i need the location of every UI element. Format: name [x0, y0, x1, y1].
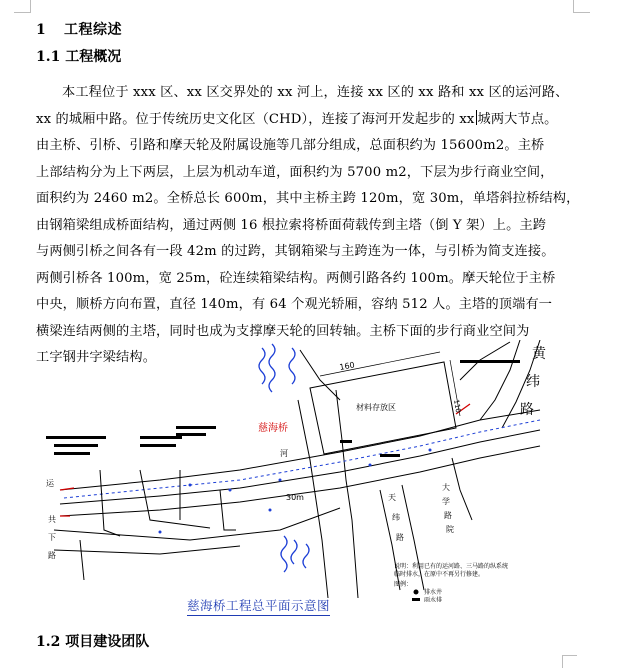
- bottom-road-char: 天: [388, 493, 396, 502]
- left-vertical-char: 下: [48, 533, 56, 542]
- paragraph-line-text: 城两大节点。: [477, 111, 558, 127]
- overview-paragraph: [36, 80, 581, 372]
- heading-1-title: 工程综述: [64, 22, 122, 38]
- paragraph-line: 上部结构分为上下两层，上层为机动车道，面积约为 5700 m2，下层为步行商业空间，: [36, 164, 554, 180]
- school-char: 大: [442, 483, 450, 492]
- river-waves-icon: [259, 344, 309, 572]
- school-char: 路: [444, 511, 452, 520]
- page-margin-mark-right: [573, 0, 590, 13]
- length-label: 30m: [286, 493, 304, 502]
- site-plan-figure: [40, 340, 600, 602]
- paragraph-line: [36, 107, 581, 134]
- legend-rain-icon: [412, 598, 420, 601]
- left-vertical-char: 共: [48, 515, 56, 524]
- school-char: 院: [446, 525, 454, 534]
- legend-item: 雨水排: [424, 597, 443, 602]
- school-char: 学: [442, 497, 450, 506]
- heading-1-number: 1: [36, 22, 47, 38]
- drainage-markers: [159, 449, 432, 534]
- note-line-2: 临时排水，在原中不再另行修建。: [394, 571, 485, 578]
- bottom-road-char: 纬: [392, 513, 400, 522]
- heading-1: [36, 19, 122, 39]
- legend-item: 排水井: [424, 589, 443, 596]
- heading-overview: 1.1 工程概况: [36, 49, 122, 65]
- storage-area-label: 材料存放区: [356, 403, 396, 412]
- note-legend: 图例：: [394, 581, 413, 588]
- paragraph-line: 横梁连结两侧的主塔，同时也成为支撑摩天轮的回转轴。主桥下面的步行商业空间为: [36, 323, 530, 339]
- paragraph-line: 与两侧引桥之间各有一段 42m 的过跨，其钢箱梁与主跨连为一体，与引桥为简支连接。: [36, 244, 555, 259]
- text-cursor: [476, 110, 477, 125]
- figure-caption: 慈海桥工程总平面示意图: [187, 596, 330, 616]
- dim-top-label: 160: [338, 360, 356, 372]
- dim-side-label: 110: [452, 398, 463, 414]
- paragraph-line: 工字钢井字梁结构。: [36, 350, 157, 365]
- note-line-1: 说明：利用已有的运河路、三马路的纵系统: [394, 563, 509, 570]
- paragraph-line-text: xx 的城厢中路。位于传统历史文化区（CHD），连接了海河开发起步的 xx: [36, 111, 475, 127]
- site-plan-drawing: [40, 340, 600, 602]
- page-margin-mark-bottom-right: [562, 655, 577, 668]
- heading-team: 1.2 项目建设团队: [36, 634, 150, 650]
- paragraph-line: 中央，顺桥方向布置，直径 140m，有 64 个观光轿厢，容纳 512 人。主塔的顶端有一: [36, 297, 553, 312]
- left-vertical-char: 路: [48, 551, 56, 560]
- left-road-char: 运: [46, 479, 54, 488]
- page-margin-mark-left: [14, 0, 31, 13]
- river-char: 河: [280, 449, 288, 458]
- road-name-char: 纬: [526, 374, 540, 390]
- bridge-name-label: 慈海桥: [258, 423, 288, 434]
- legend-drain-icon: [414, 590, 419, 595]
- road-name-char: 黄: [532, 346, 546, 362]
- paragraph-line: 本工程位于 xxx 区、xx 区交界处的 xx 河上，连接 xx 区的 xx 路和 xx 区的运河路、: [62, 85, 569, 100]
- paragraph-line: 两侧引桥各 100m，宽 25m，砼连续箱梁结构。两侧引路各约 100m。摩天轮位于主桥: [36, 270, 556, 286]
- road-name-char: 路: [520, 402, 534, 418]
- paragraph-line: 由主桥、引桥、引路和摩天轮及附属设施等几部分组成，总面积约为 15600m2。主桥: [36, 138, 545, 153]
- bottom-road-char: 路: [396, 533, 404, 542]
- paragraph-line: 面积约为 2460 m2。全桥总长 600m，其中主桥主跨 120m，宽 30m，单塔斜拉桥结构，: [36, 191, 580, 206]
- paragraph-line: 由钢箱梁组成桥面结构，通过两侧 16 根拉索将桥面荷载传到主塔（倒 Y 架）上。主跨: [36, 217, 547, 233]
